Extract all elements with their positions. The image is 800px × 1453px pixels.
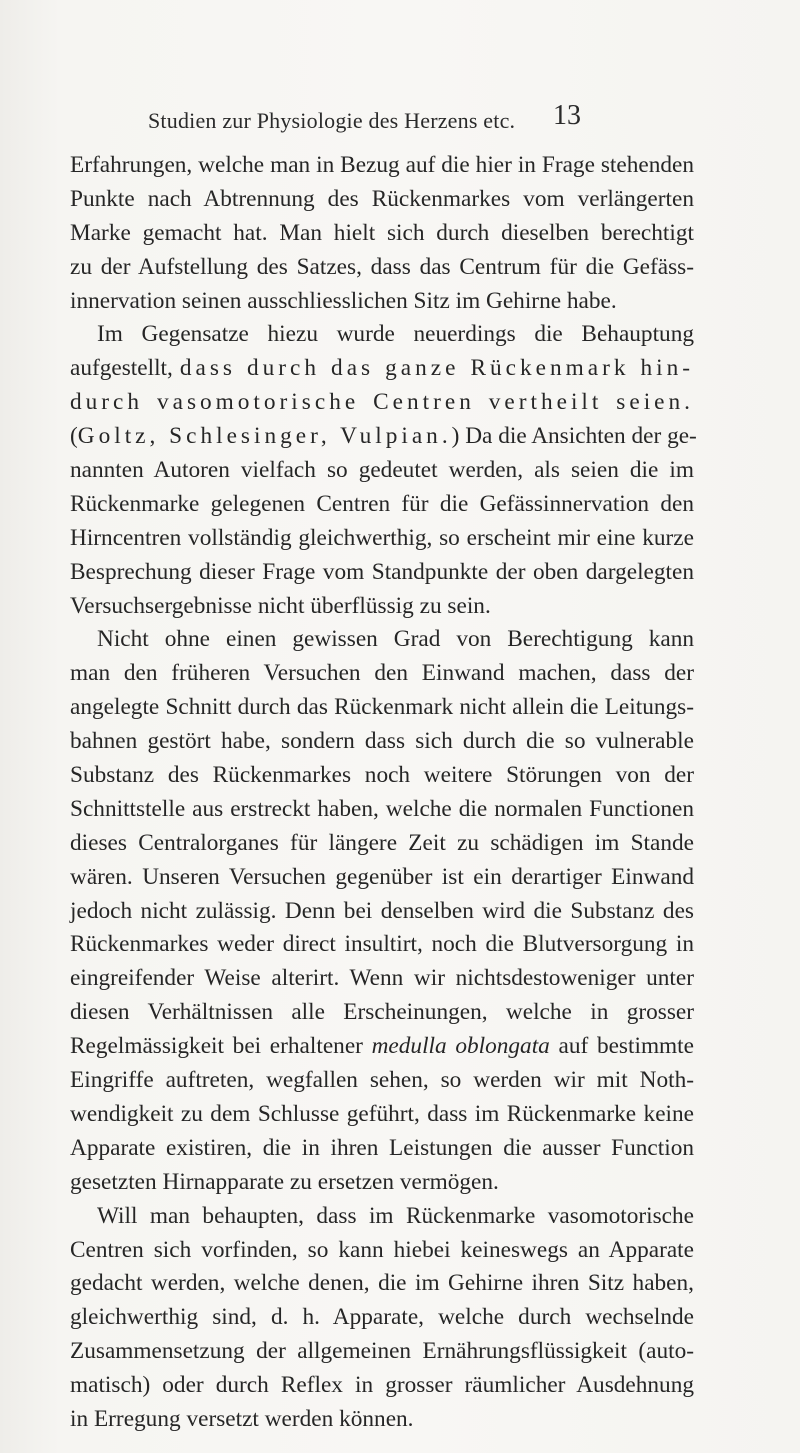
text-line: eingreifender Weise alterirt. Wenn wir nichtsdestoweniger unter bbox=[70, 965, 694, 992]
text-run: Regelmässigkeit bei erhaltener bbox=[70, 1033, 363, 1060]
text-line: wendigkeit zu dem Schlusse geführt, dass im Rückenmarke keine bbox=[70, 1100, 694, 1127]
text-line bbox=[70, 420, 697, 454]
text-line: angelegte Schnitt durch das Rückenmark nicht allein die Leitungs- bbox=[70, 694, 694, 721]
text-line: Rückenmarke gelegenen Centren für die Gefässinnervation den bbox=[70, 490, 694, 517]
text-line: matisch) oder durch Reflex in grosser räumlicher Ausdehnung bbox=[70, 1372, 694, 1399]
text-line: zu der Aufstellung des Satzes, dass das Centrum für die Gefäss- bbox=[70, 253, 694, 280]
text-line: Versuchsergebnisse nicht überflüssig zu sein. bbox=[70, 592, 491, 619]
text-line: nannten Autoren vielfach so gedeutet werden, als seien die im bbox=[70, 457, 694, 484]
text-line bbox=[70, 352, 694, 386]
text-line: Hirncentren vollständig gleichwerthig, so erscheint mir eine kurze bbox=[70, 524, 694, 551]
text-line: Will man behaupten, dass im Rückenmarke vasomotorische bbox=[97, 1202, 694, 1229]
text-line: Schnittstelle aus erstreckt haben, welche die normalen Functionen bbox=[70, 795, 694, 822]
text-line: Erfahrungen, welche man in Bezug auf die hier in Frage stehenden bbox=[70, 152, 694, 178]
text-line: Besprechung dieser Frage vom Standpunkte der oben dargelegten bbox=[70, 558, 694, 585]
text-line: Eingriffe auftreten, wegfallen sehen, so werden wir mit Noth- bbox=[70, 1067, 694, 1094]
italic-term: medulla oblongata bbox=[371, 1033, 550, 1060]
text-run: aufgestellt, bbox=[70, 355, 173, 382]
text-line: gedacht werden, welche denen, die im Gehirne ihren Sitz haben, bbox=[70, 1270, 694, 1297]
text-line: dieses Centralorganes für längere Zeit zu schädigen im Stande bbox=[70, 829, 694, 856]
emphasized-text: dass durch das ganze Rückenmark hin- bbox=[179, 355, 695, 382]
text-line: Im Gegensatze hiezu wurde neuerdings die Behauptung bbox=[97, 321, 694, 348]
body-text bbox=[70, 149, 697, 1437]
author-names: Goltz, Schlesinger, Vulpian. bbox=[77, 423, 452, 450]
text-run: auf bestimmte bbox=[558, 1033, 694, 1060]
emphasized-text-line: durch vasomotorische Centren vertheilt seien. bbox=[70, 389, 694, 416]
text-line: gesetzten Hirnapparate zu ersetzen vermögen. bbox=[70, 1168, 499, 1195]
text-line: innervation seinen ausschliesslichen Sitz im Gehirne habe. bbox=[70, 287, 617, 314]
text-line: Centren sich vorfinden, so kann hiebei keineswegs an Apparate bbox=[70, 1236, 694, 1263]
text-line: Punkte nach Abtrennung des Rückenmarkes vom verlängerten bbox=[70, 185, 694, 212]
text-run: ) Da die Ansichten der ge- bbox=[451, 423, 697, 450]
text-line: diesen Verhältnissen alle Erscheinungen, welche in grosser bbox=[70, 999, 694, 1026]
text-line: in Erregung versetzt werden können. bbox=[70, 1405, 414, 1432]
text-line: Apparate existiren, die in ihren Leistungen die ausser Function bbox=[70, 1134, 694, 1161]
text-line: Marke gemacht hat. Man hielt sich durch dieselben berechtigt bbox=[70, 219, 694, 246]
text-line: jedoch nicht zulässig. Denn bei denselben wird die Substanz des bbox=[70, 897, 694, 924]
text-line: Substanz des Rückenmarkes noch weitere Störungen von der bbox=[70, 762, 694, 789]
text-line: Nicht ohne einen gewissen Grad von Berechtigung kann bbox=[97, 626, 694, 653]
text-line: bahnen gestört habe, sondern dass sich durch die so vulnerable bbox=[70, 728, 694, 755]
text-line: Zusammensetzung der allgemeinen Ernährungsflüssigkeit (auto- bbox=[70, 1338, 694, 1365]
text-line: gleichwerthig sind, d. h. Apparate, welche durch wechselnde bbox=[70, 1304, 694, 1331]
text-line: Rückenmarkes weder direct insultirt, noch die Blutversorgung in bbox=[70, 931, 694, 958]
page-number: 13 bbox=[553, 100, 581, 131]
running-head-title: Studien zur Physiologie des Herzens etc. bbox=[148, 108, 516, 133]
text-line: wären. Unseren Versuchen gegenüber ist ein derartiger Einwand bbox=[70, 863, 694, 890]
text-run: ( bbox=[70, 423, 78, 450]
text-line bbox=[70, 1030, 694, 1064]
text-line: man den früheren Versuchen den Einwand machen, dass der bbox=[70, 660, 694, 687]
